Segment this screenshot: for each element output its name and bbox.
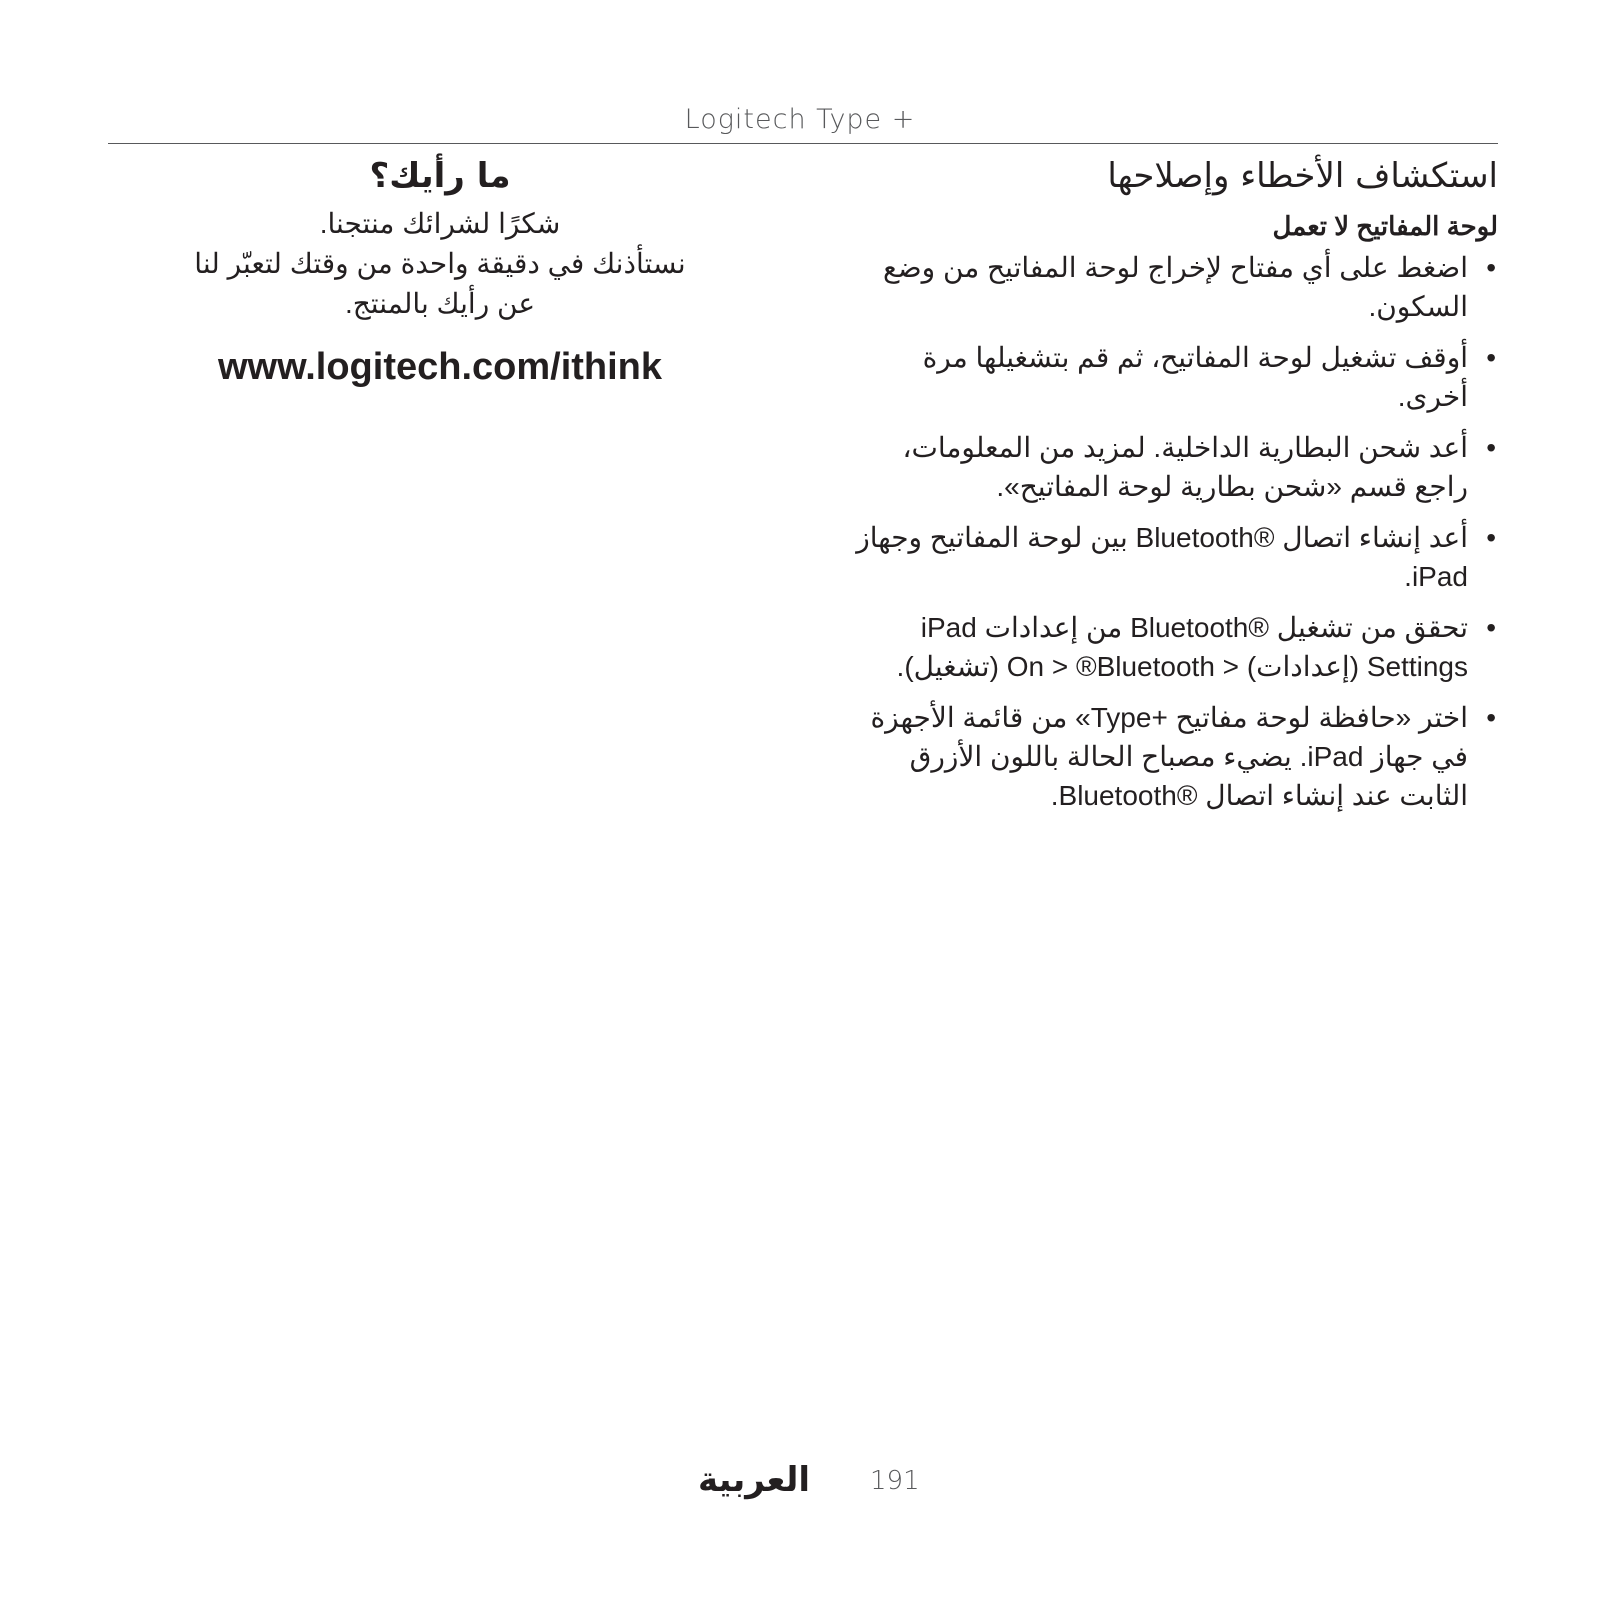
list-item: • أوقف تشغيل لوحة المفاتيح، ثم قم بتشغيلها مرة أخرى. [848,338,1498,416]
language-label: العربية [697,1460,810,1500]
list-item: • تحقق من تشغيل ®Bluetooth من إعدادات iPad Settings (إعدادات) < On > ®Bluetooth (تشغيل). [848,608,1498,686]
troubleshooting-section [848,148,1498,827]
feedback-heading: ما رأيك؟ [369,156,511,196]
list-item: • اختر «حافظة لوحة مفاتيح +Type» من قائمة الأجهزة في جهاز iPad. يضيء مصباح الحالة باللون الأزرق الثابت عند إنشاء اتصال ®Bluetooth. [848,698,1498,815]
list-item: • أعد شحن البطارية الداخلية. لمزيد من المعلومات، راجع قسم «شحن بطارية لوحة المفاتيح». [848,428,1498,506]
feedback-section [180,148,700,389]
feedback-request-text: نستأذنك في دقيقة واحدة من وقتك لتعبّر لنا عن رأيك بالمنتج. [194,248,686,319]
document-title: Logitech Type + [684,104,916,135]
list-item: • أعد إنشاء اتصال ®Bluetooth بين لوحة المفاتيح وجهاز iPad. [848,518,1498,596]
troubleshooting-heading: استكشاف الأخطاء وإصلاحها [1107,156,1498,196]
troubleshooting-list [848,248,1498,815]
keyboard-not-working-subheading: لوحة المفاتيح لا تعمل [1272,211,1498,241]
feedback-url-link[interactable]: www.logitech.com/ithink [217,346,663,388]
list-item: • اضغط على أي مفتاح لإخراج لوحة المفاتيح من وضع السكون. [848,248,1498,326]
page-footer [0,1460,1600,1520]
thanks-text: شكرًا لشرائك منتجنا. [319,208,561,239]
header-divider [108,143,1498,144]
page-number: 191 [870,1466,920,1496]
